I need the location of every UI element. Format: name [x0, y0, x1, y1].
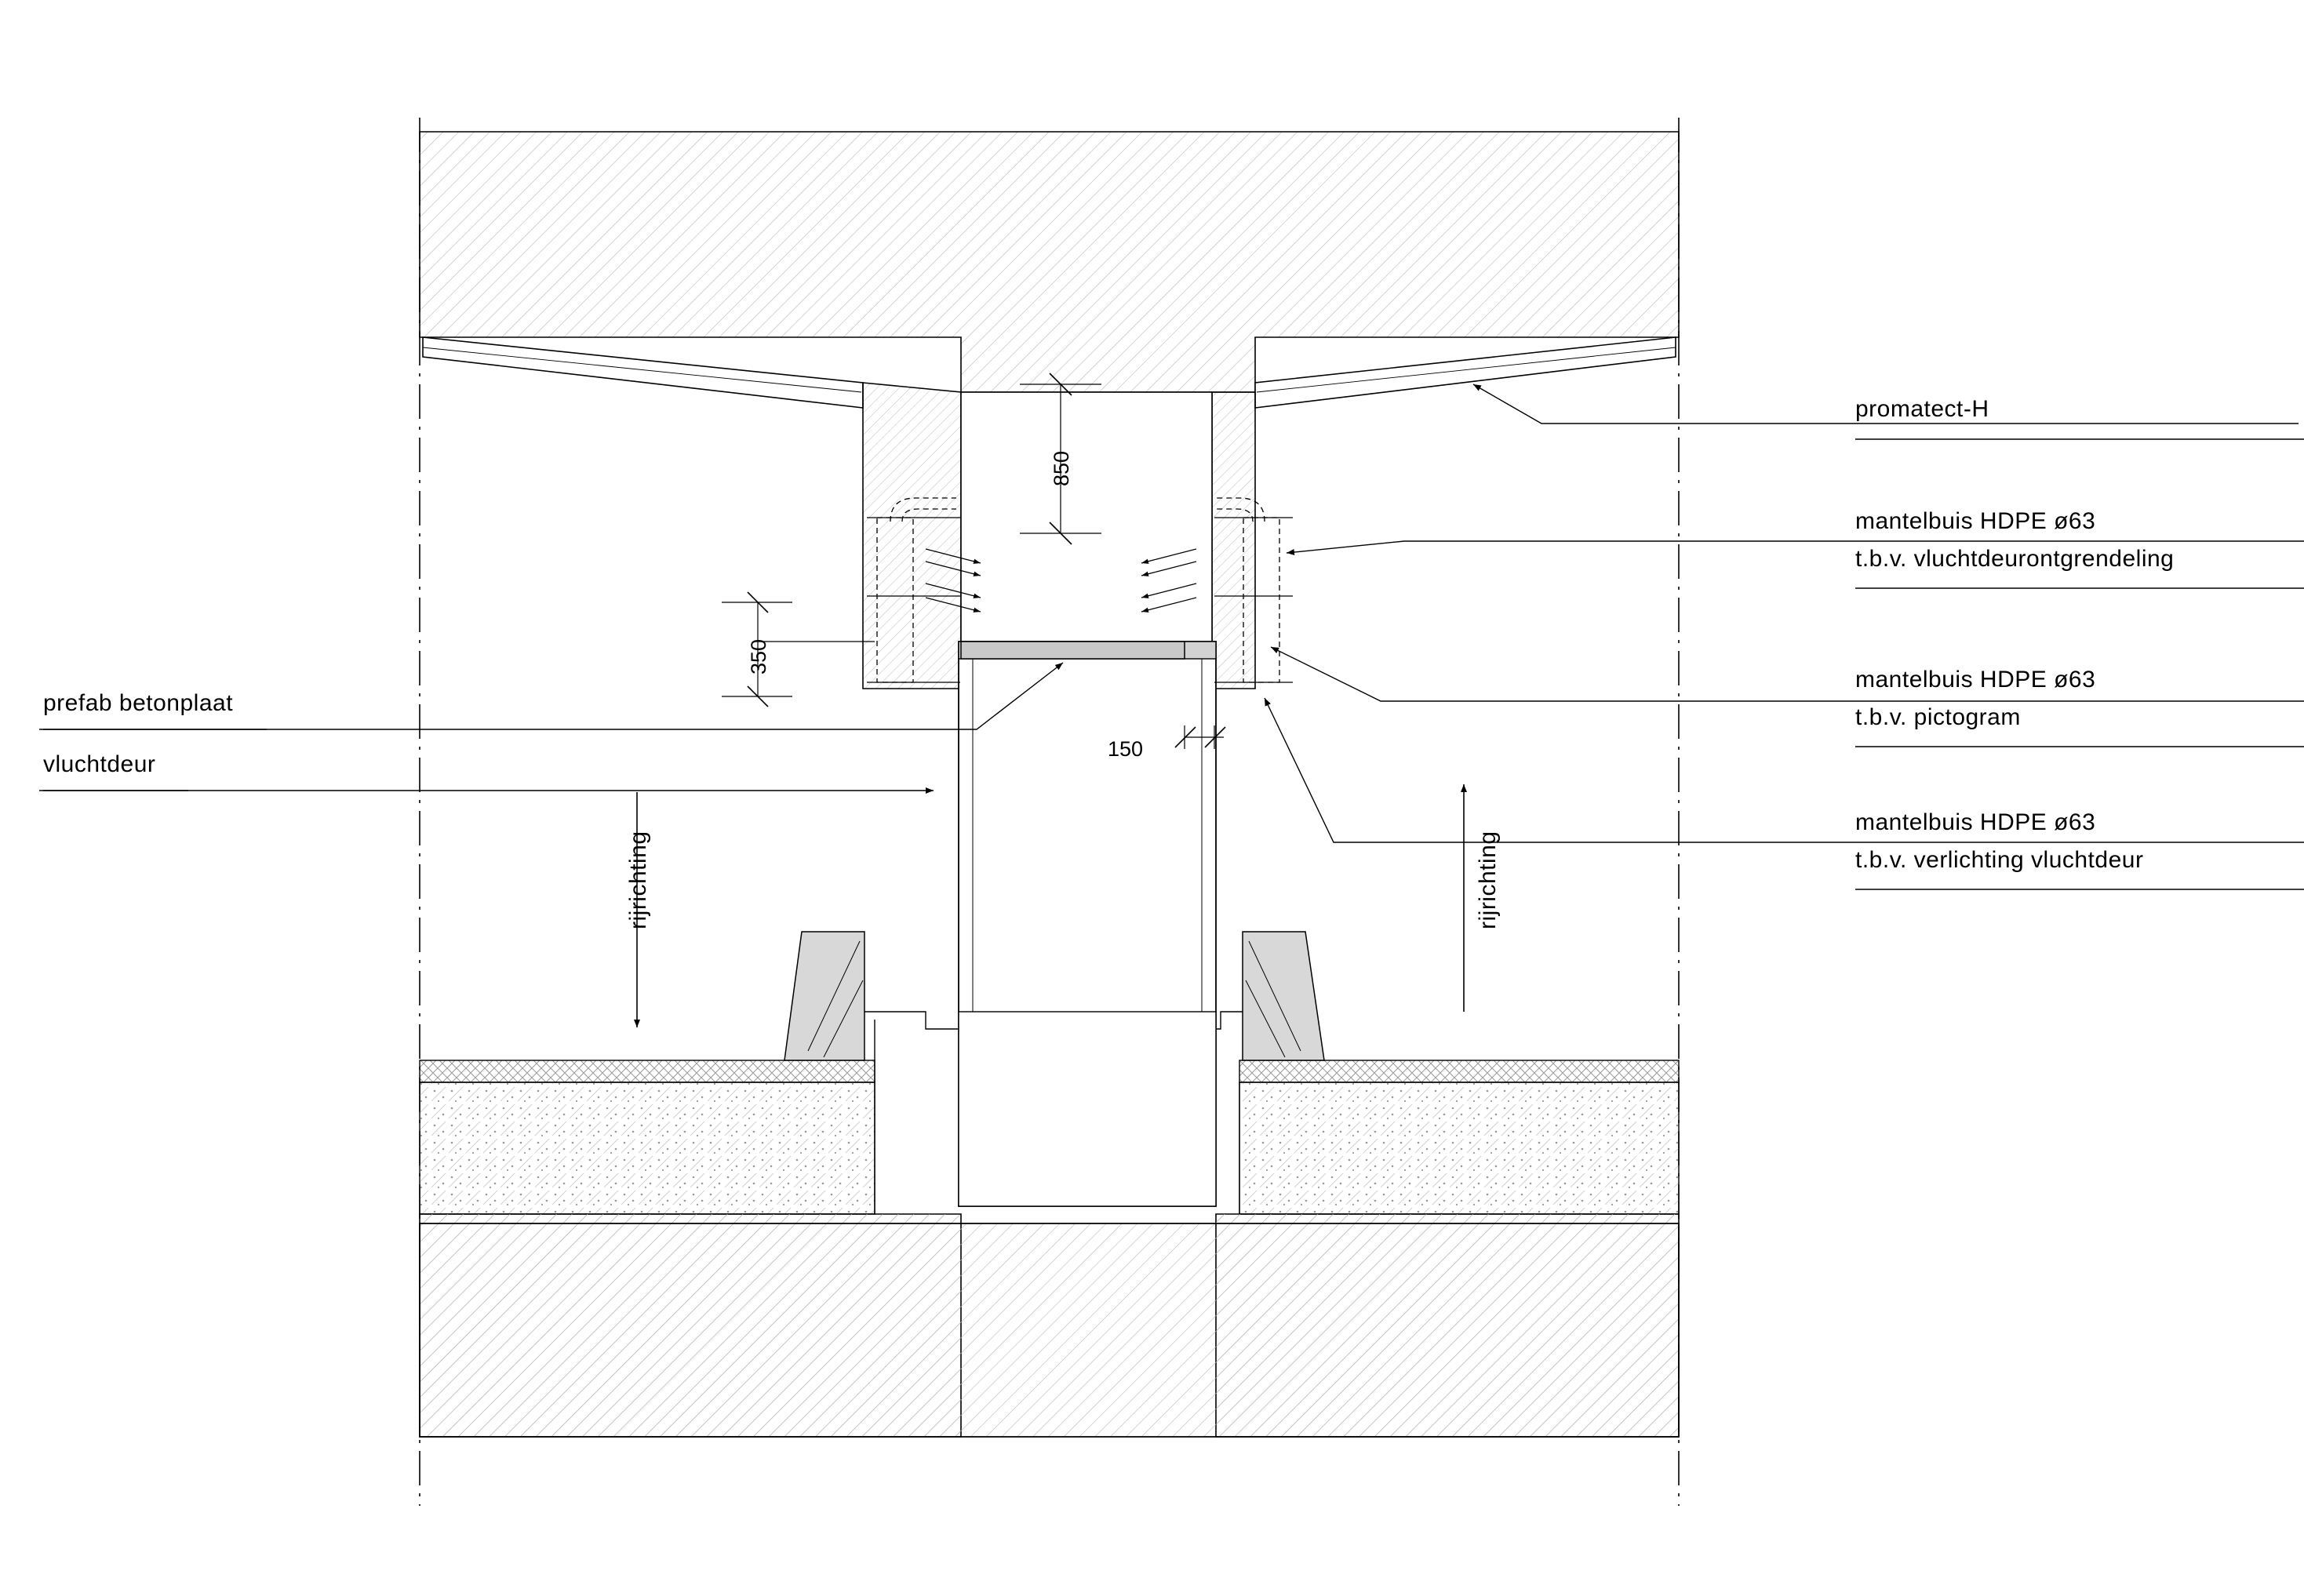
- barrier-kerb-left: [784, 932, 864, 1060]
- annotation-mantelbuis-verlichting-line2: t.b.v. verlichting vluchtdeur: [1855, 847, 2144, 873]
- annotation-promatect-h: promatect-H: [1855, 396, 1989, 422]
- annotation-prefab-betonplaat: prefab betonplaat: [43, 690, 234, 716]
- label-rijrichting-left: rijrichting: [625, 831, 651, 929]
- dimension-label-850: 850: [1050, 450, 1073, 486]
- dimension-label-150: 150: [1108, 737, 1144, 761]
- leader-lines-right: [1265, 384, 2304, 889]
- dimension-350: [722, 592, 875, 707]
- annotation-mantelbuis-pictogram-line1: mantelbuis HDPE ø63: [1855, 667, 2096, 693]
- label-rijrichting-right: rijrichting: [1475, 831, 1501, 929]
- annotation-mantelbuis-ontgrendeling-line2: t.b.v. vluchtdeurontgrendeling: [1855, 546, 2175, 572]
- annotation-vluchtdeur: vluchtdeur: [43, 751, 156, 777]
- dimension-label-350: 350: [747, 638, 770, 674]
- annotation-mantelbuis-pictogram-line2: t.b.v. pictogram: [1855, 704, 2021, 730]
- annotation-mantelbuis-verlichting-line1: mantelbuis HDPE ø63: [1855, 809, 2096, 835]
- annotation-mantelbuis-ontgrendeling-line1: mantelbuis HDPE ø63: [1855, 508, 2096, 534]
- barrier-kerb-right: [1243, 932, 1324, 1060]
- prefab-concrete-plate: [961, 642, 1185, 659]
- door-leaf-column: [959, 642, 1216, 1206]
- top-roof-slab: [420, 132, 1679, 392]
- bottom-floor-slab: [420, 1214, 1679, 1437]
